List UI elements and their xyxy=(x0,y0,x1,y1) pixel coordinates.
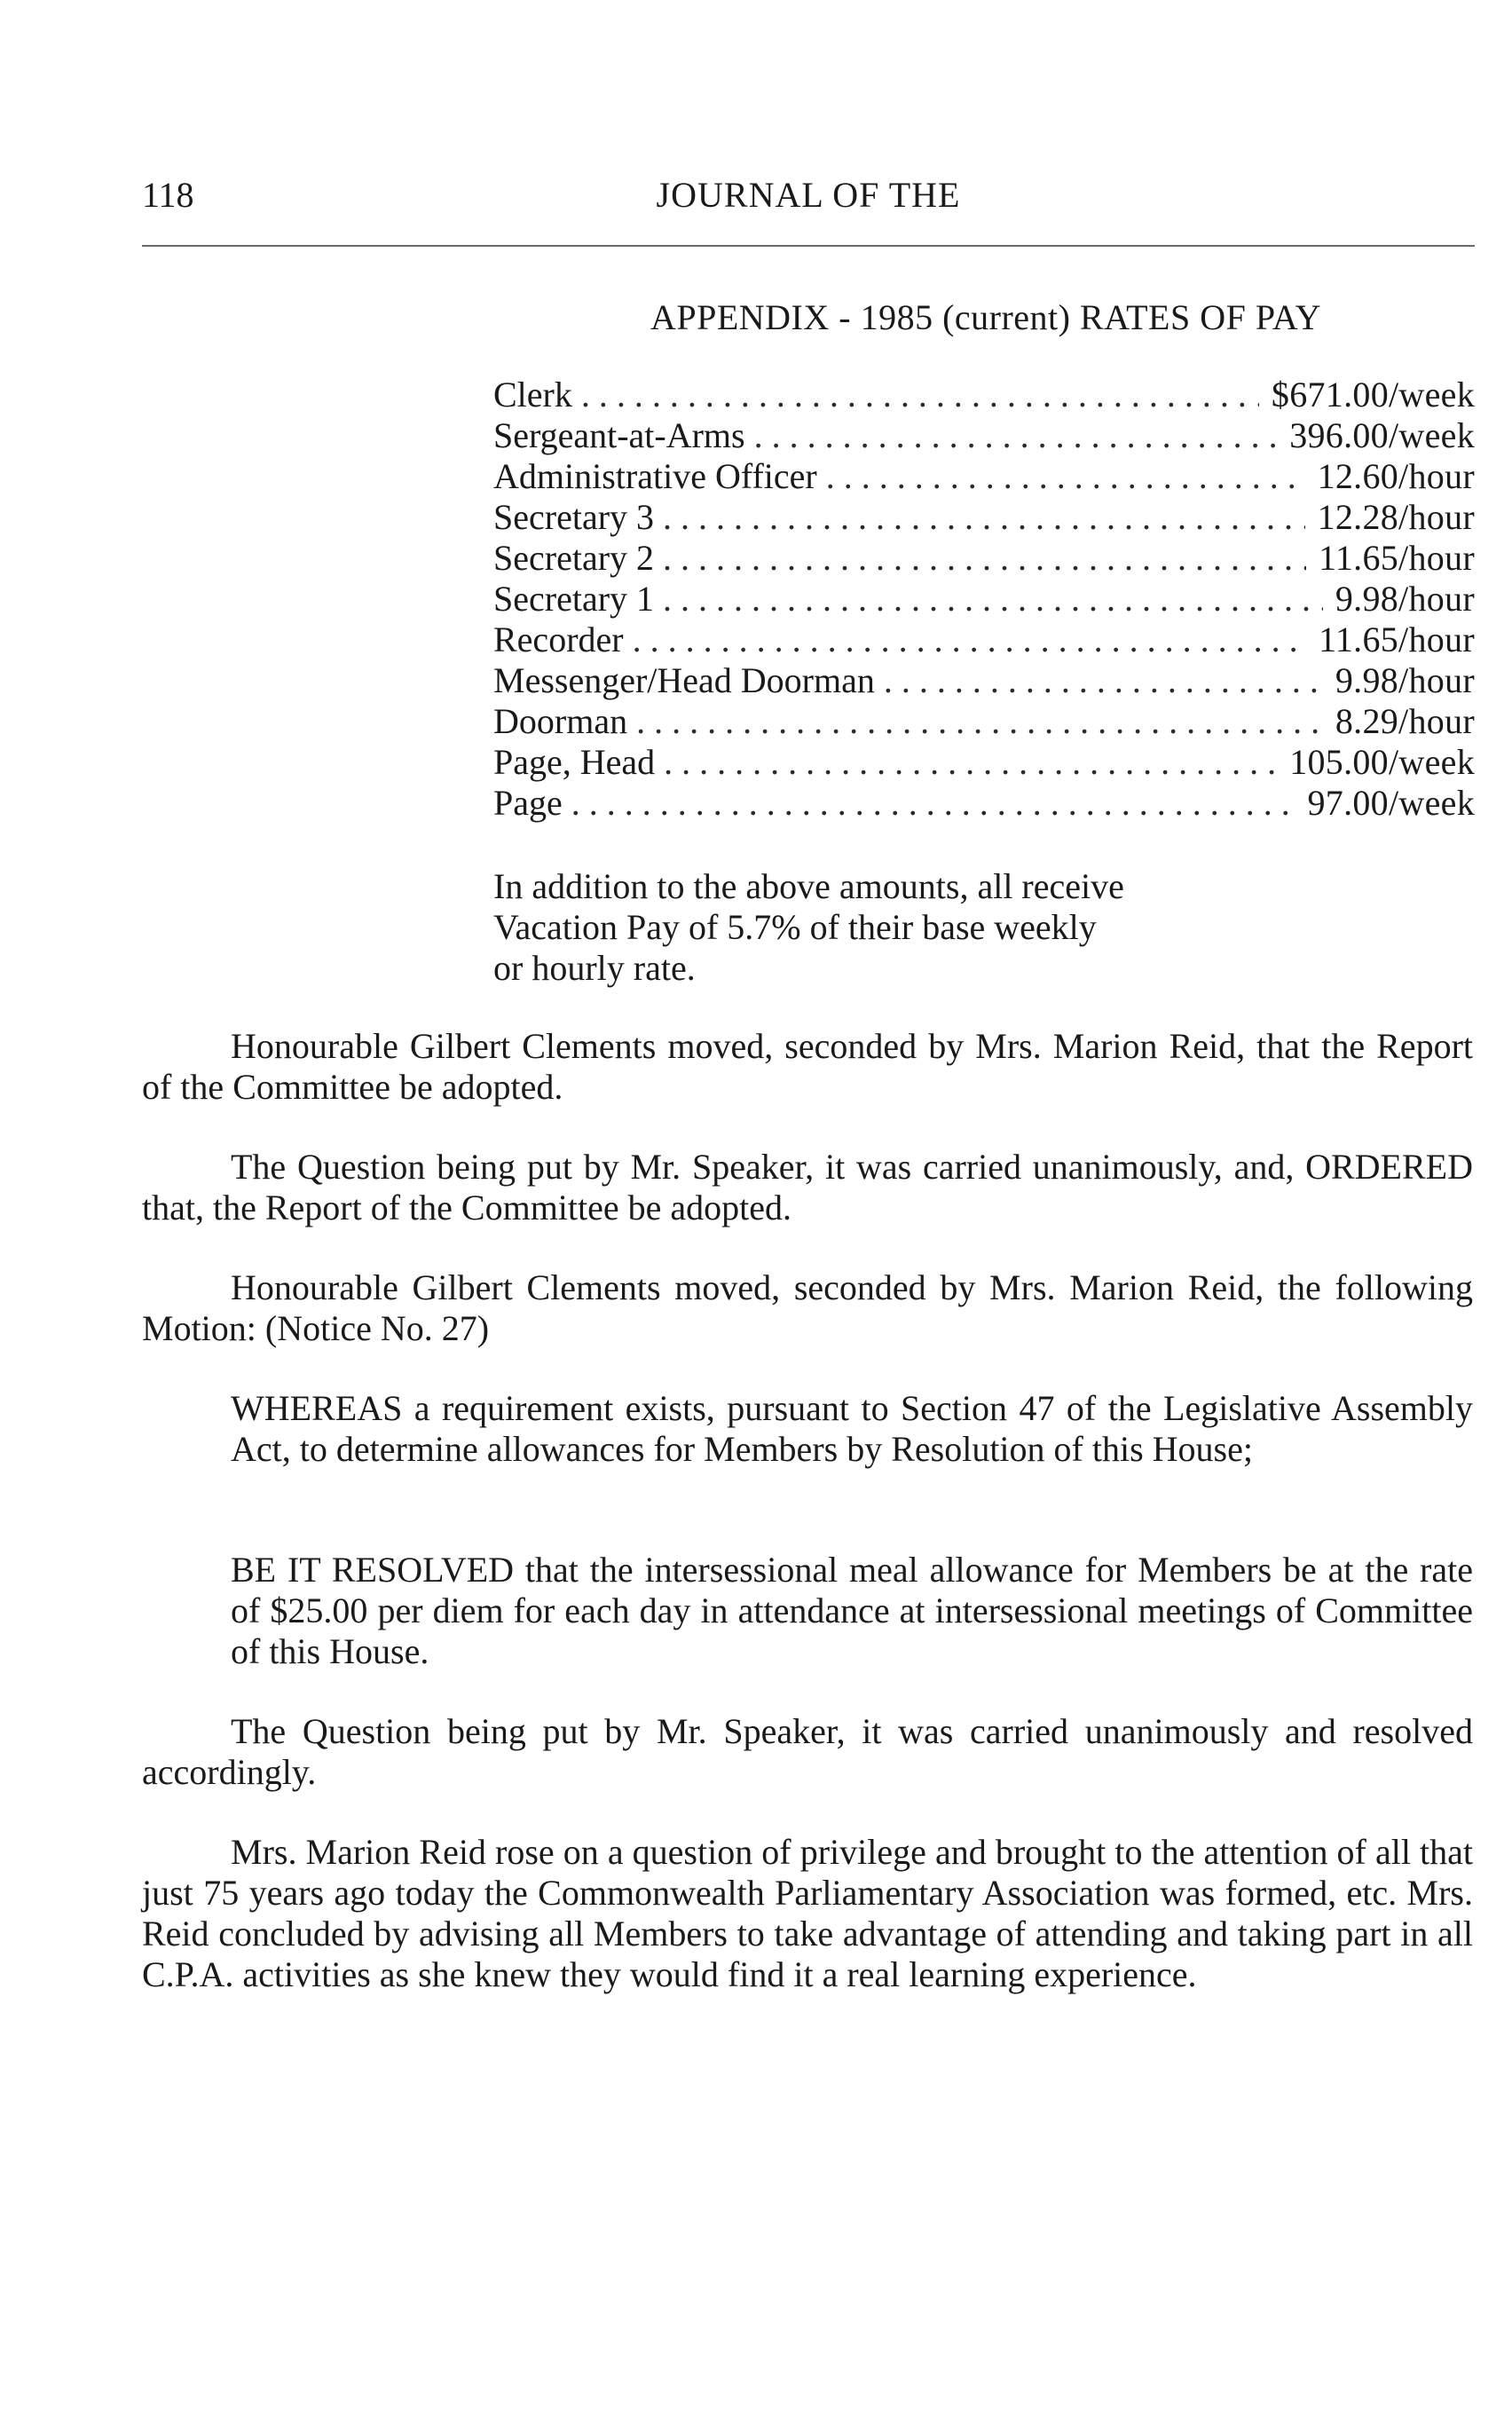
dot-leader xyxy=(636,701,1323,742)
page-number: 118 xyxy=(142,175,194,215)
rate-row-page xyxy=(493,783,1475,824)
rate-row-administrative-officer xyxy=(493,456,1475,497)
rate-row-sergeant-at-arms xyxy=(493,415,1475,456)
header-rule xyxy=(142,245,1475,247)
pay-rate: 9.98/hour xyxy=(1335,579,1475,619)
question-result-report xyxy=(142,1147,1473,1228)
question-result-resolution xyxy=(142,1711,1473,1793)
position-title: Secretary 3 xyxy=(493,497,655,537)
position-title: Recorder xyxy=(493,620,624,659)
position-title: Administrative Officer xyxy=(493,456,817,496)
rate-row-doorman xyxy=(493,701,1475,742)
position-title: Secretary 1 xyxy=(493,579,655,619)
position-title: Doorman xyxy=(493,701,628,741)
dot-leader xyxy=(571,783,1295,824)
resolved-clause: BE IT RESOLVED that the intersessional meal allowance for Members be at the rate of $25.00 per diem for each day in attendance at intersessional meetings of Committee of this House. xyxy=(231,1550,1473,1671)
pay-rate: 11.65/hour xyxy=(1319,538,1475,578)
dot-leader xyxy=(663,497,1305,538)
pay-rate: 396.00/week xyxy=(1289,415,1475,455)
dot-leader xyxy=(633,620,1306,660)
dot-leader xyxy=(664,742,1277,783)
position-title: Page, Head xyxy=(493,742,656,782)
question-of-privilege xyxy=(142,1832,1473,1995)
pay-rate: 11.65/hour xyxy=(1319,620,1475,659)
pay-rate: 12.28/hour xyxy=(1317,497,1475,537)
dot-leader xyxy=(754,415,1278,456)
whereas-clause: WHEREAS a requirement exists, pursuant to Section 47 of the Legislative Assembly Act, to determine allowances for Members by Resolution of this House; xyxy=(231,1388,1473,1469)
rate-row-clerk xyxy=(493,375,1475,415)
pay-rate: 8.29/hour xyxy=(1335,701,1475,741)
pay-rate: 105.00/week xyxy=(1289,742,1475,782)
position-title: Clerk xyxy=(493,375,572,414)
position-title: Secretary 2 xyxy=(493,538,655,578)
paragraph: Honourable Gilbert Clements moved, seconded by Mrs. Marion Reid, that the Report of the Committee be adopted. xyxy=(142,1026,1473,1107)
rates-of-pay-table xyxy=(493,375,1475,824)
rate-row-page-head xyxy=(493,742,1475,783)
rate-row-recorder xyxy=(493,620,1475,660)
dot-leader xyxy=(581,375,1259,415)
position-title: Messenger/Head Doorman xyxy=(493,660,875,700)
dot-leader xyxy=(884,660,1323,701)
rate-row-secretary-3 xyxy=(493,497,1475,538)
paragraph: The Question being put by Mr. Speaker, it was carried unanimously and resolved accordingly. xyxy=(142,1711,1473,1792)
rate-row-secretary-2 xyxy=(493,538,1475,579)
pay-rate: 9.98/hour xyxy=(1335,660,1475,700)
rate-row-secretary-1 xyxy=(493,579,1475,620)
page-header xyxy=(142,169,1475,222)
dot-leader xyxy=(826,456,1305,497)
pay-rate: 12.60/hour xyxy=(1317,456,1475,496)
running-title: JOURNAL OF THE xyxy=(656,175,961,215)
position-title: Page xyxy=(493,783,563,823)
dot-leader xyxy=(663,538,1306,579)
paragraph: Mrs. Marion Reid rose on a question of privilege and brought to the attention of all that just 75 years ago today the Commonwealth Parliamentary Association was formed, etc. Mrs. Reid concluded by advising all Members to take advantage of attending and taking part in all C.P.A. activities as she knew they would find it a real learning experience. xyxy=(142,1832,1473,1994)
appendix-title: APPENDIX - 1985 (current) RATES OF PAY xyxy=(650,297,1322,337)
pay-rate: 97.00/week xyxy=(1307,783,1475,823)
position-title: Sergeant-at-Arms xyxy=(493,415,745,455)
motion-notice-27 xyxy=(142,1267,1473,1349)
pay-rate: $671.00/week xyxy=(1271,375,1475,414)
paragraph: Honourable Gilbert Clements moved, seconded by Mrs. Marion Reid, the following Motion: (Notice No. 27) xyxy=(142,1267,1473,1348)
motion-adopt-report xyxy=(142,1026,1473,1108)
paragraph: The Question being put by Mr. Speaker, it was carried unanimously, and, ORDERED that, the Report of the Committee be adopted. xyxy=(142,1147,1473,1227)
rate-row-messenger-head-doorman xyxy=(493,660,1475,701)
dot-leader xyxy=(663,579,1323,620)
vacation-pay-note: In addition to the above amounts, all receive Vacation Pay of 5.7% of their base weekly or hourly rate. xyxy=(493,866,1124,988)
